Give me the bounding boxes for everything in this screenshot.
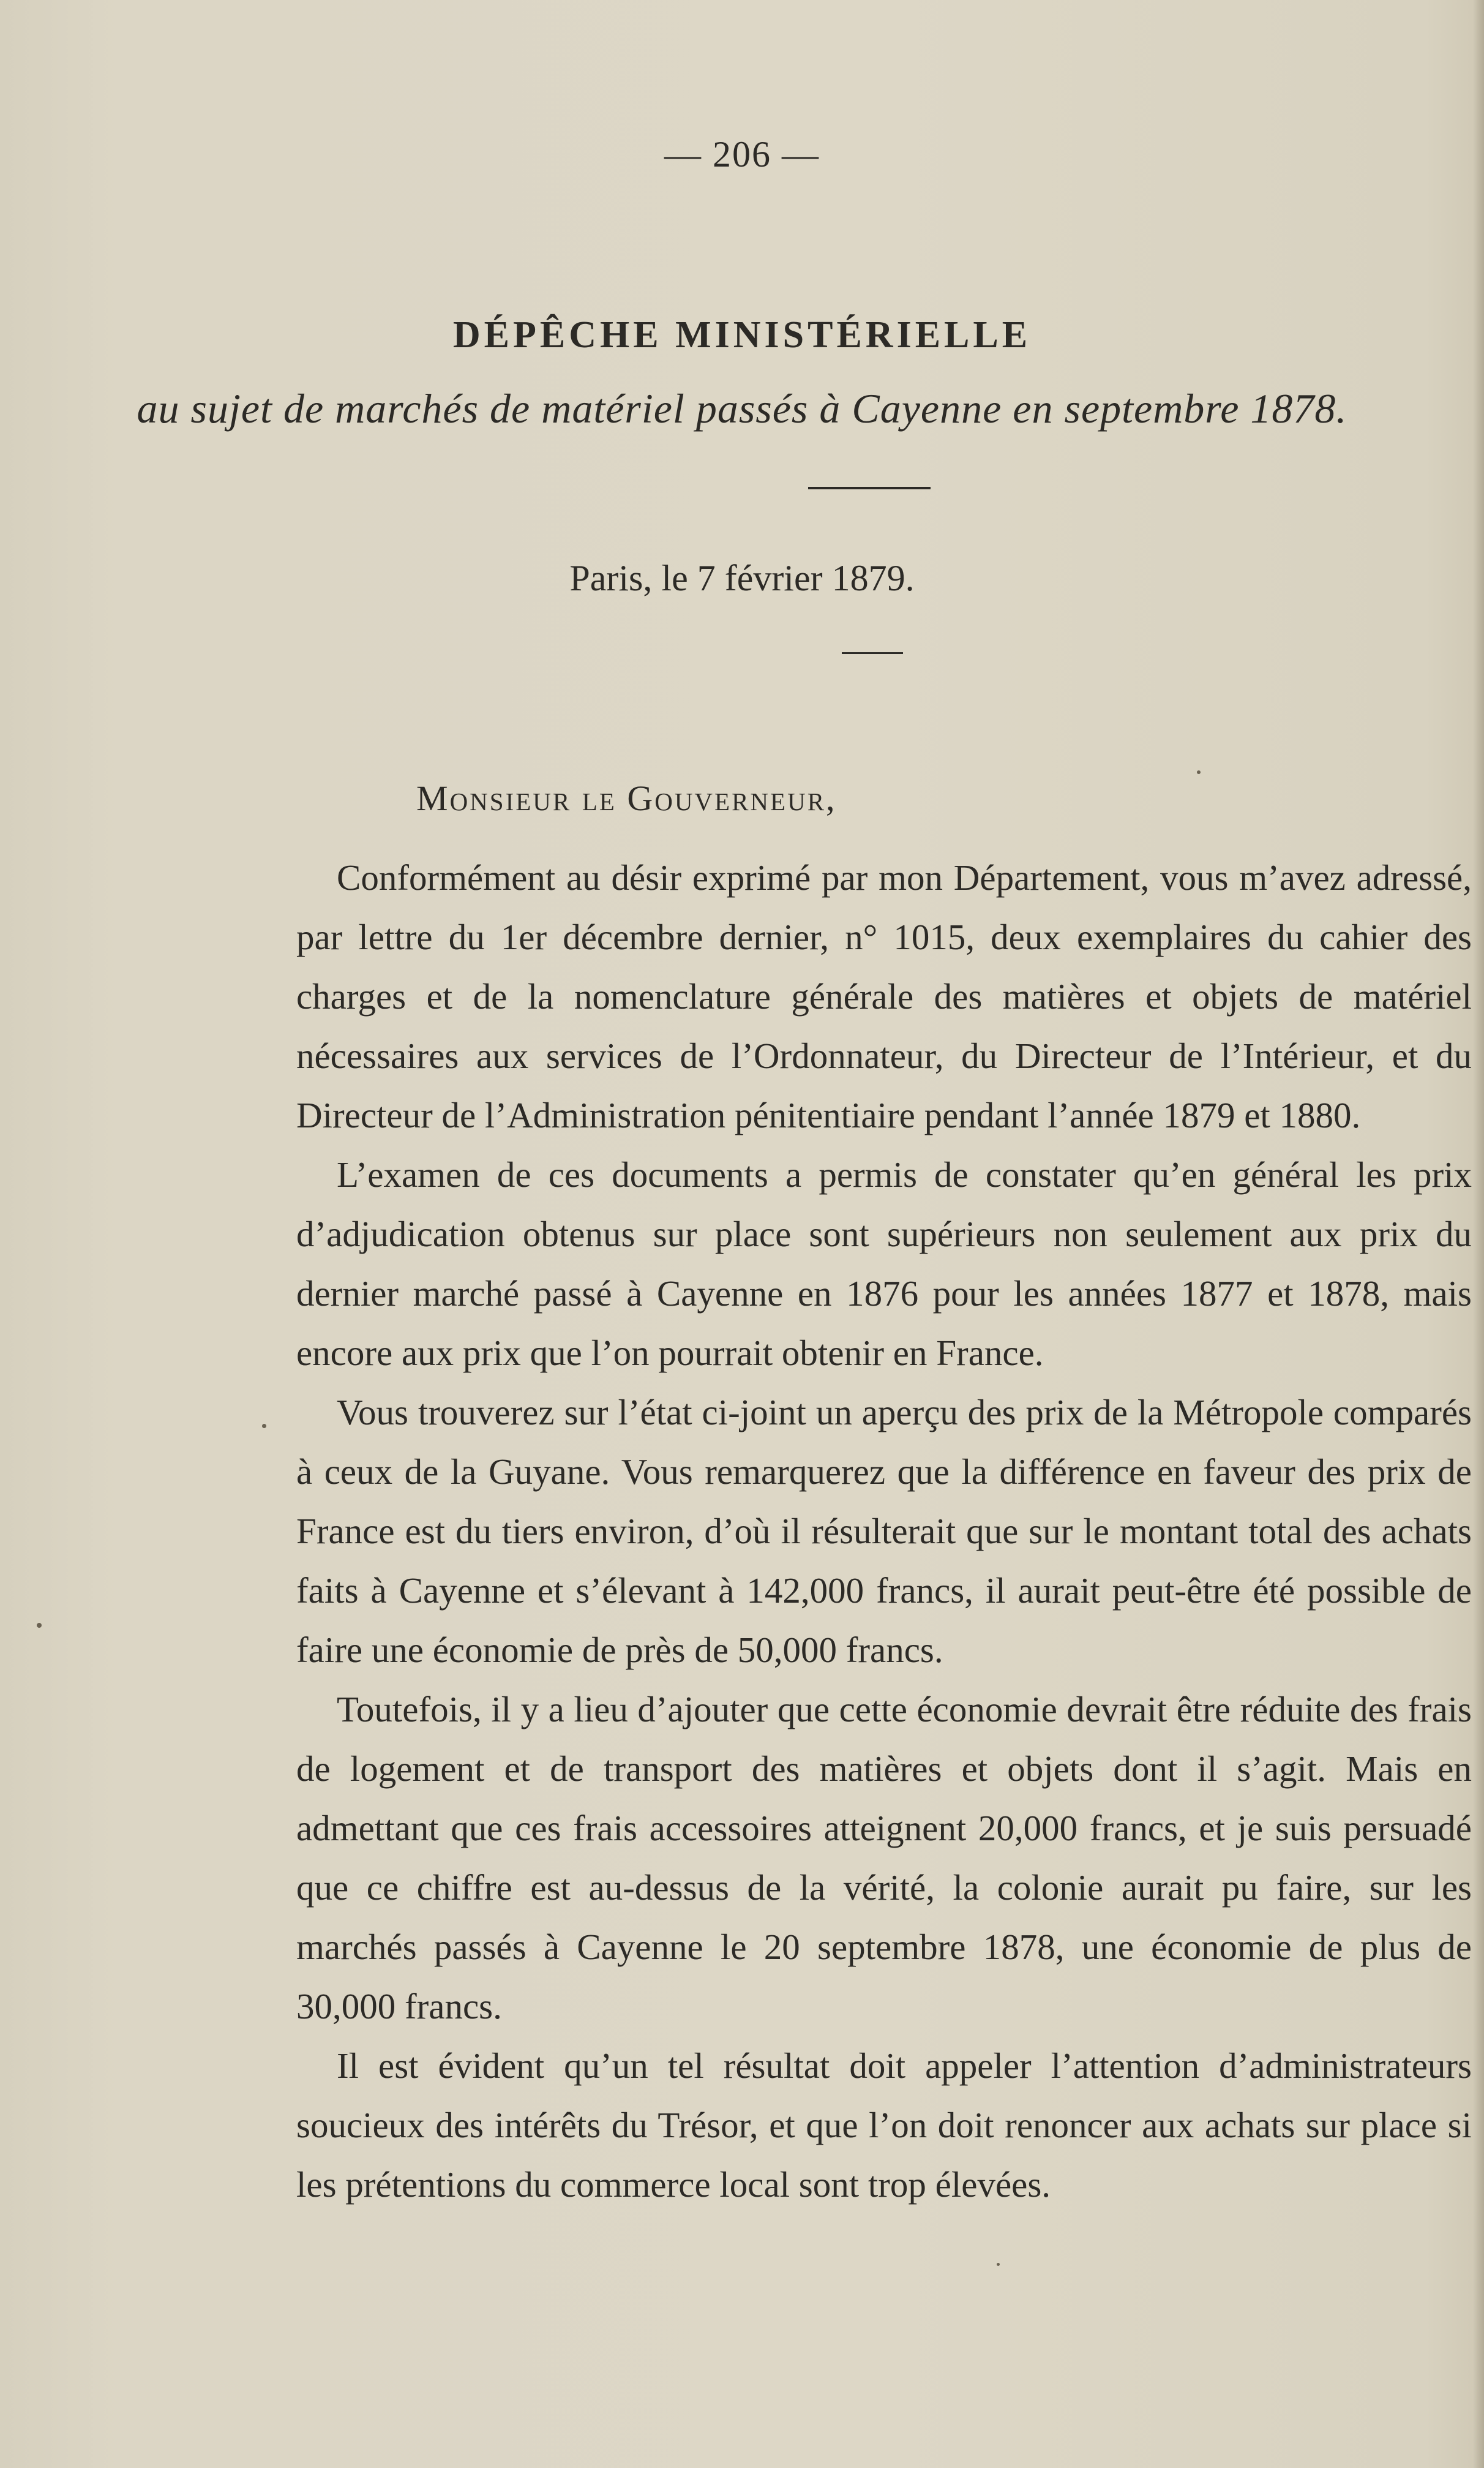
paragraph: L’examen de ces documents a permis de constater qu’en général les prix d’adjudication obtenus sur place sont supérieurs non seulement aux prix du dernier marché passé à Cayenne en 1876 pour les années 1877 et 1878, mais encore aux prix que l’on pourrait obtenir en France. <box>296 1154 1472 1373</box>
paper-speck <box>1197 770 1201 774</box>
place-date: Paris, le 7 février 1879. <box>569 558 915 598</box>
paragraph: Vous trouverez sur l’état ci-joint un aperçu des prix de la Métropole comparés à ceux de la Guyane. Vous remarquerez que la différence en faveur des prix de France est du tiers environ, d’où il résulterait que sur le montant total des achats faits à Cayenne et s’élevant à 142,000 francs, il aurait peut-être été possible de faire une économie de près de 50,000 francs. <box>296 1392 1472 1670</box>
salutation: Monsieur le Gouverneur, <box>416 778 837 818</box>
paragraph: Il est évident qu’un tel résultat doit appeler l’attention d’administrateurs soucieux des intérêts du Trésor, et que l’on doit renoncer aux achats sur place si les prétentions du commerce local sont trop élevées. <box>296 2045 1472 2205</box>
page-edge-shadow <box>1473 0 1484 2468</box>
paper-speck <box>262 1424 266 1428</box>
paper-speck <box>997 2263 1000 2266</box>
paragraph: Toutefois, il y a lieu d’ajouter que cette économie devrait être réduite des frais de logement et de transport des matières et objets dont il s’agit. Mais en admettant que ces frais accessoires atteignent 20,000 francs, et je suis persuadé que ce chiffre est au-dessus de la vérité, la colonie aurait pu faire, sur les marchés passés à Cayenne le 20 septembre 1878, une économie de plus de 30,000 francs. <box>296 1689 1472 2026</box>
paper-speck <box>37 1623 42 1628</box>
page-number: — 206 — <box>664 134 820 175</box>
document-title: DÉPÊCHE MINISTÉRIELLE <box>452 314 1032 356</box>
title-divider <box>808 487 931 489</box>
paragraph: Conformément au désir exprimé par mon Département, vous m’avez adressé, par lettre du 1er décembre dernier, n° 1015, deux exemplaires du cahier des charges et de la nomenclature générale des matières et objets de matériel nécessaires aux services de l’Ordonnateur, du Directeur de l’Intérieur, et du Directeur de l’Administration pénitentiaire pendant l’année 1879 et 1880. <box>296 857 1472 1135</box>
date-divider <box>842 652 903 654</box>
document-subtitle: au sujet de marchés de matériel passés à Cayenne en septembre 1878. <box>137 385 1347 432</box>
letter-body <box>296 848 1472 2214</box>
